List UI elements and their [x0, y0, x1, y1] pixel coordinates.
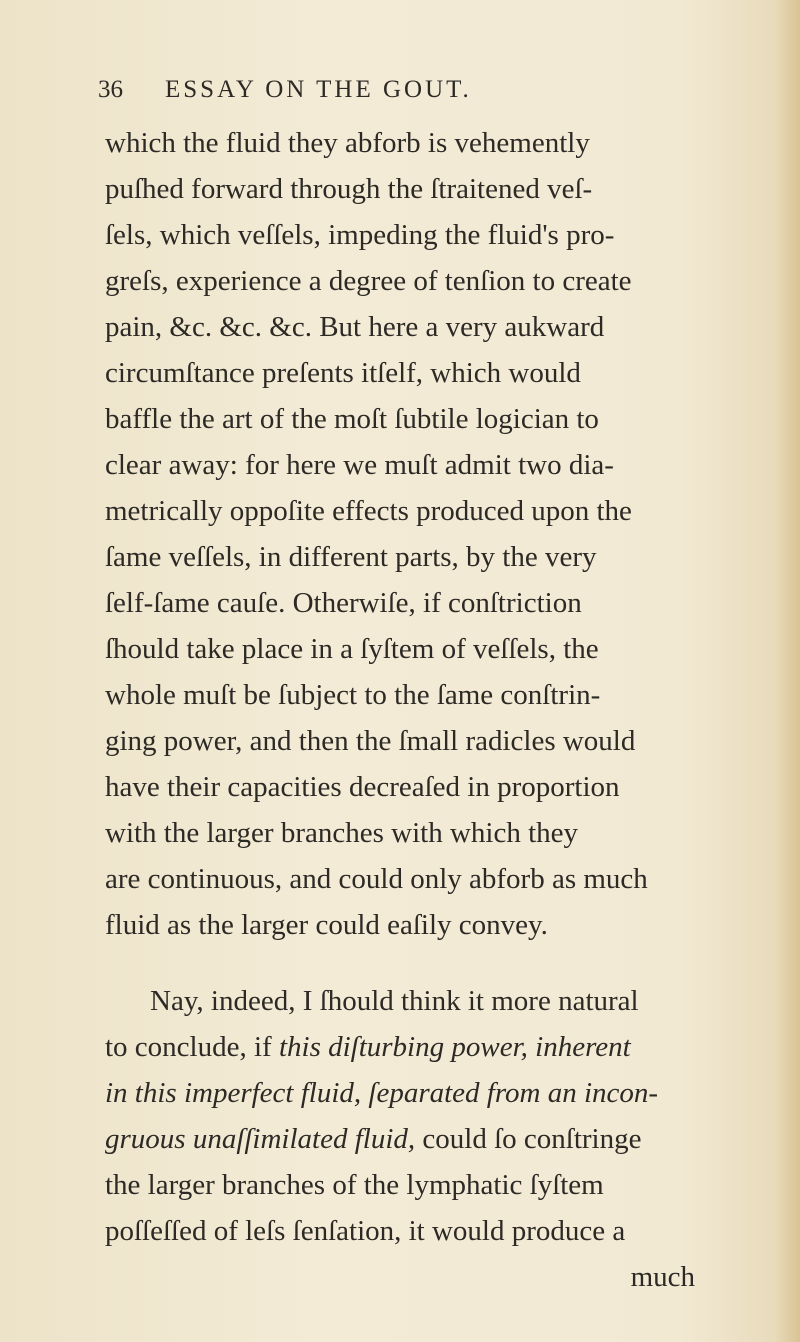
text-line: ſels, which veſſels, impeding the fluid's pro-	[105, 219, 615, 251]
text-line: clear away: for here we muſt admit two dia-	[105, 449, 614, 481]
text-line: which the fluid they abforb is vehemently	[105, 127, 590, 159]
text-line: are continuous, and could only abforb as much	[105, 863, 648, 895]
text-line: circumſtance preſents itſelf, which would	[105, 357, 581, 389]
italic-text-run: this diſturbing power, inherent	[278, 1031, 631, 1063]
catchword: much	[630, 1261, 695, 1293]
paragraph-1	[105, 120, 705, 948]
text-line: greſs, experience a degree of tenſion to create	[105, 265, 632, 297]
text-run: to conclude, if	[105, 1031, 279, 1063]
text-line: puſhed forward through the ſtraitened veſ-	[105, 173, 593, 205]
text-line: with the larger branches with which they	[105, 817, 578, 849]
page-edge-shading	[774, 0, 800, 1342]
text-line: pain, &c. &c. &c. But here a very aukward	[105, 311, 605, 343]
running-header	[98, 76, 472, 104]
text-line: ſhould take place in a ſyſtem of veſſels, the	[105, 633, 599, 665]
text-line: ſame veſſels, in different parts, by the very	[105, 541, 597, 573]
text-run: could ſo conſtringe	[415, 1123, 642, 1155]
text-line: fluid as the larger could eaſily convey.	[105, 909, 548, 941]
text-line: in this imperfect fluid, ſeparated from an incon-	[105, 1077, 659, 1109]
text-line: ging power, and then the ſmall radicles would	[105, 725, 636, 757]
paragraph-2	[105, 978, 705, 1300]
text-line	[105, 1024, 705, 1070]
running-title: ESSAY ON THE GOUT.	[165, 76, 472, 103]
text-line	[105, 1116, 705, 1162]
text-line: poſſeſſed of leſs ſenſation, it would produce a	[105, 1215, 626, 1247]
text-line: have their capacities decreaſed in proportion	[105, 771, 620, 803]
text-line: baffle the art of the moſt ſubtile logician to	[105, 403, 599, 435]
paragraph-gap	[105, 948, 705, 978]
text-line: the larger branches of the lymphatic ſyſtem	[105, 1169, 604, 1201]
page-body	[105, 120, 705, 1300]
text-line: ſelf-ſame cauſe. Otherwiſe, if conſtriction	[105, 587, 582, 619]
text-line: whole muſt be ſubject to the ſame conſtrin-	[105, 679, 601, 711]
page-number: 36	[98, 76, 123, 103]
text-line: Nay, indeed, I ſhould think it more natural	[150, 985, 639, 1017]
italic-text-run: gruous unaſſimilated fluid,	[105, 1123, 416, 1155]
text-line: metrically oppoſite effects produced upon the	[105, 495, 632, 527]
